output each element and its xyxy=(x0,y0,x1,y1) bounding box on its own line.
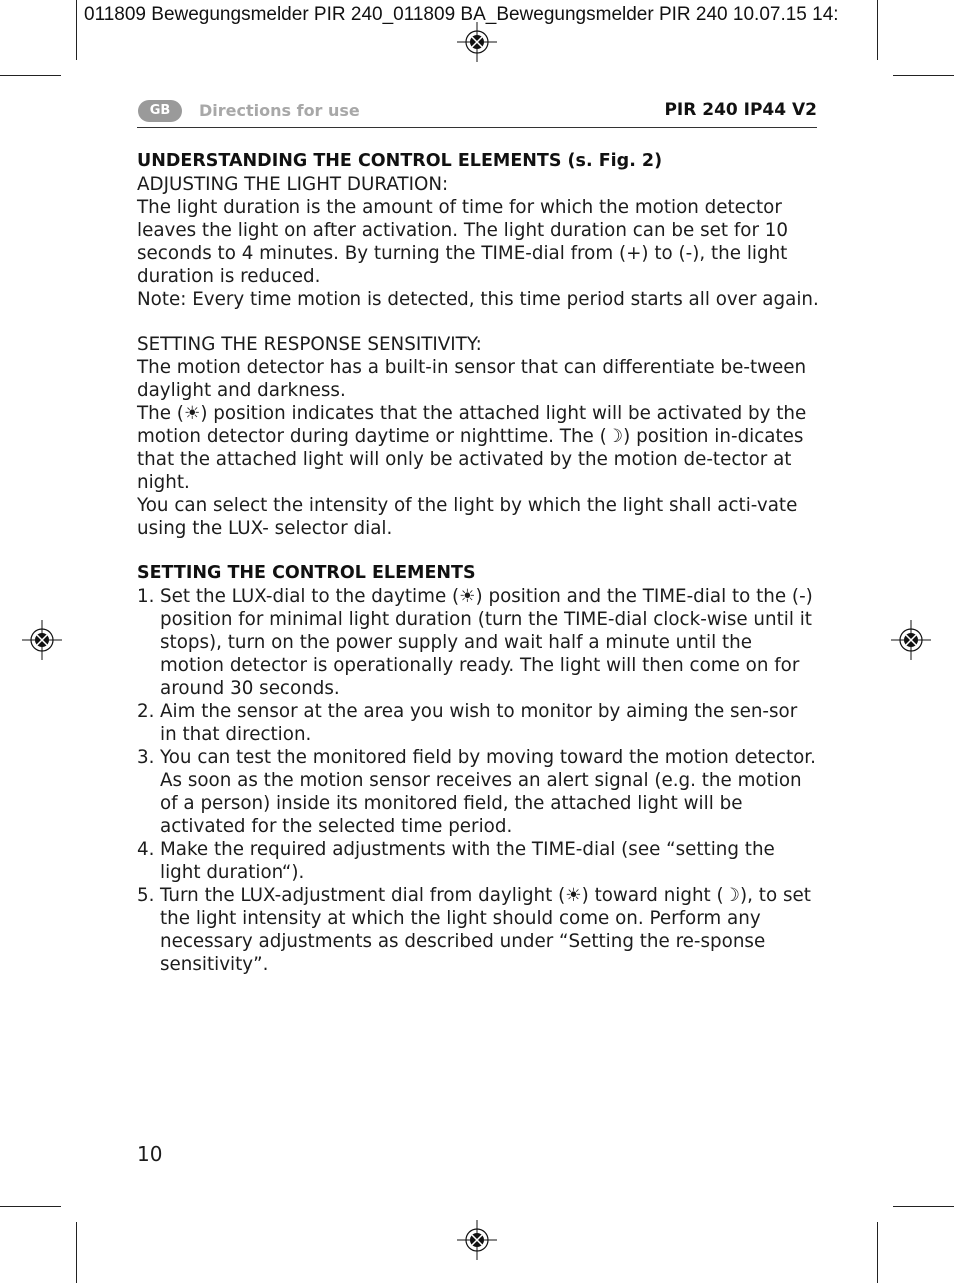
step-number: 1. xyxy=(137,586,155,607)
list-item xyxy=(137,700,819,746)
light-duration-note: Note: Every time motion is detected, this time period starts all over again. xyxy=(137,289,819,310)
language-badge: GB xyxy=(138,100,182,122)
spacer xyxy=(137,311,819,333)
crop-mark-bottom-left-horizontal xyxy=(0,1206,61,1207)
crop-mark-top-left-horizontal xyxy=(0,75,61,76)
print-slug: 011809 Bewegungsmelder PIR 240_011809 BA_Bewegungsmelder PIR 240 10.07.15 14: xyxy=(84,4,839,25)
list-item xyxy=(137,585,819,700)
step-text: You can test the monitored field by moving toward the motion detector. As soon as the motion sensor receives an alert signal (e.g. the motion of a person) inside its monitored field, the attached light will be activated for the selected time period. xyxy=(160,747,816,837)
list-item xyxy=(137,884,819,976)
step-number: 4. xyxy=(137,839,155,860)
sensitivity-body-1: The motion detector has a built-in sensor that can differentiate be-tween daylight and darkness. xyxy=(137,357,807,401)
registration-mark-bottom-icon xyxy=(457,1220,497,1260)
sensitivity-body-3: You can select the intensity of the light by which the light shall acti-vate using the LUX- selector dial. xyxy=(137,495,798,539)
header-divider xyxy=(137,127,817,128)
registration-mark-top-icon xyxy=(457,22,497,62)
section-heading-understanding: UNDERSTANDING THE CONTROL ELEMENTS (s. Fig. 2) xyxy=(137,151,663,171)
crop-mark-top-left-vertical xyxy=(76,0,77,60)
step-text: Aim the sensor at the area you wish to monitor by aiming the sen-sor in that direction. xyxy=(160,701,798,745)
crop-mark-bottom-right-horizontal xyxy=(893,1206,954,1207)
sensitivity-body-2: The (☀) position indicates that the attached light will be activated by the motion detector during daytime or nighttime. The (☽) position in-dicates that the attached light will only be activated by the motion de-tector at night. xyxy=(137,403,807,493)
crop-mark-top-right-horizontal xyxy=(893,75,954,76)
spacer xyxy=(137,540,819,562)
page-header xyxy=(137,96,817,128)
steps-list xyxy=(137,585,819,976)
list-item xyxy=(137,838,819,884)
crop-mark-bottom-left-vertical xyxy=(76,1222,77,1283)
crop-mark-top-right-vertical xyxy=(877,0,878,60)
registration-mark-left-icon xyxy=(22,620,62,660)
registration-mark-right-icon xyxy=(891,620,931,660)
list-item xyxy=(137,746,819,838)
page-content xyxy=(137,150,819,976)
step-text: Set the LUX-dial to the daytime (☀) position and the TIME-dial to the (-) position for minimal light duration (turn the TIME-dial clock-wise until it stops), turn on the power supply and wait half a minute until the motion detector is operationally ready. The light will then come on for around 30 seconds. xyxy=(160,586,813,699)
sensitivity-title: SETTING THE RESPONSE SENSITIVITY: xyxy=(137,334,482,355)
light-duration-body: The light duration is the amount of time for which the motion detector leaves the light on after activation. The light duration can be set for 10 seconds to 4 minutes. By turning the TIME-dial from (+) to (-), the light duration is reduced. xyxy=(137,197,789,287)
step-number: 2. xyxy=(137,701,155,722)
step-text: Make the required adjustments with the TIME-dial (see “setting the light duration“). xyxy=(160,839,775,883)
section-heading-setting: SETTING THE CONTROL ELEMENTS xyxy=(137,563,476,583)
step-text: Turn the LUX-adjustment dial from daylight (☀) toward night (☽), to set the light intensity at which the light should come on. Perform any necessary adjustments as described under “Setting the re-sponse sensitivity”. xyxy=(160,885,811,975)
page-number: 10 xyxy=(137,1142,163,1166)
step-number: 3. xyxy=(137,747,155,768)
crop-mark-bottom-right-vertical xyxy=(877,1222,878,1283)
step-number: 5. xyxy=(137,885,155,906)
header-model: PIR 240 IP44 V2 xyxy=(664,100,817,120)
header-label: Directions for use xyxy=(199,101,360,120)
light-duration-title: ADJUSTING THE LIGHT DURATION: xyxy=(137,174,449,195)
